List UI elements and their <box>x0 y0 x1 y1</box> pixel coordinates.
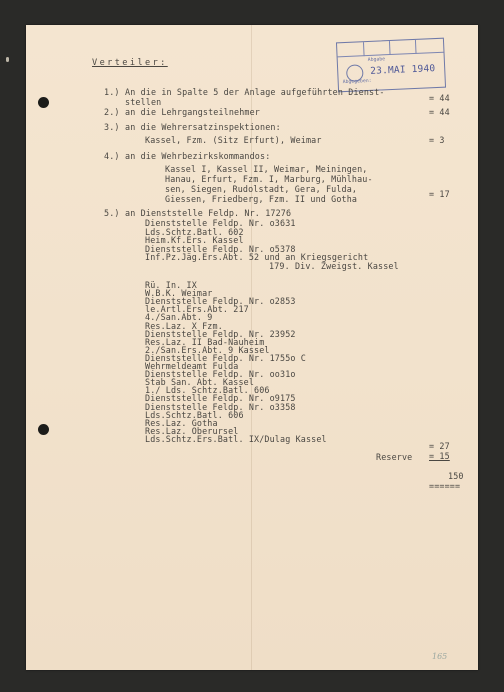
pencil-annotation: 165 <box>432 652 448 661</box>
item-count: = 3 <box>429 135 445 145</box>
list-item: Dienststelle Feldp. Nr. 1755o C <box>145 352 306 363</box>
item-text: an die Wehrbezirkskommandos: <box>125 151 271 161</box>
list-item: Res.Laz. Oberursel <box>145 425 239 436</box>
stamp-date: 23.MAI 1940 <box>370 63 436 77</box>
item-count: = 44 <box>429 107 450 117</box>
distribution-title: Verteiler: <box>92 58 168 68</box>
stamp-rule <box>363 42 365 56</box>
item-text: Kassel I, Kassel II, Weimar, Meiningen, <box>165 164 368 174</box>
received-stamp <box>336 38 446 93</box>
total-count: 150 <box>448 471 464 481</box>
list-item: le.Artl.Ers.Abt. 217 <box>145 304 249 315</box>
item-count: = 17 <box>429 189 450 199</box>
list-item: W.B.K. Weimar <box>145 288 213 299</box>
reserve-label: Reserve <box>376 452 413 462</box>
list-item: Dienststelle Feldp. Nr. o3631 <box>145 218 296 228</box>
item-number: 5.) <box>104 208 120 218</box>
list-item: Dienststelle Feldp. Nr. 23952 <box>145 328 296 339</box>
item5-note: 179. Div. Zweigst. Kassel <box>269 261 399 271</box>
item-text: sen, Siegen, Rudolstadt, Gera, Fulda, <box>165 184 358 194</box>
punch-hole-top <box>38 97 49 108</box>
stamp-rule <box>415 40 417 54</box>
list-item: Lds.Schtz.Ers.Batl. IX/Dulag Kassel <box>145 433 327 444</box>
item-text: An die in Spalte 5 der Anlage aufgeführten Dienst- <box>125 87 385 97</box>
list-item: Wehrmeldeamt Fulda <box>145 361 239 371</box>
item-text: stellen <box>125 97 162 107</box>
list-item: 2./San.Ers.Abt. 9 Kassel <box>145 344 270 355</box>
list-item: Dienststelle Feldp. Nr. o9175 <box>145 393 296 404</box>
item-count: = 27 <box>429 441 450 451</box>
list-item: Dienststelle Feldp. Nr. o3358 <box>145 401 296 412</box>
reserve-count: = 15 <box>429 451 450 461</box>
list-item: Stab San. Abt. Kassel <box>145 377 255 388</box>
item-number: 1.) <box>104 87 120 97</box>
list-item: Inf.Pz.Jäg.Ers.Abt. 52 und an Kriegsgericht <box>145 252 369 263</box>
punch-hole-bottom <box>38 424 49 435</box>
item-count: = 44 <box>429 93 450 103</box>
list-item: Res.Laz. II Bad-Nauheim <box>145 336 265 347</box>
item-number: 4.) <box>104 151 120 161</box>
list-item: Rü. In. IX <box>145 280 197 290</box>
item-number: 3.) <box>104 122 120 132</box>
stamp-rule <box>389 41 391 55</box>
item-number: 2.) <box>104 107 120 117</box>
stamp-line-b: Abgegeben: <box>342 78 372 86</box>
list-item: 4./San.Abt. 9 <box>145 312 213 323</box>
total-rule: ====== <box>429 481 461 491</box>
list-item: Heim.Kf.Ers. Kassel <box>145 235 244 246</box>
list-item: Dienststelle Feldp. Nr. o5378 <box>145 243 296 254</box>
stamp-line-a: Abgabe <box>367 57 386 64</box>
item-text: Hanau, Erfurt, Fzm. I, Marburg, Mühlhau- <box>165 174 373 184</box>
list-item: Dienststelle Feldp. Nr. o2853 <box>145 296 296 307</box>
list-item: Res.Laz. Gotha <box>145 417 218 428</box>
item-text: Kassel, Fzm. (Sitz Erfurt), Weimar <box>145 135 322 145</box>
page-mark <box>6 57 9 62</box>
item-text: an die Lehrgangsteilnehmer <box>125 107 260 117</box>
item-text: Giessen, Friedberg, Fzm. II und Gotha <box>165 194 358 204</box>
list-item: Dienststelle Feldp. Nr. oo31o <box>145 369 296 380</box>
list-item: Lds.Schtz.Batl. 602 <box>145 226 244 237</box>
item-text: an Dienststelle Feldp. Nr. 17276 <box>125 208 292 218</box>
list-item: 1./ Lds. Schtz.Batl. 606 <box>145 385 270 396</box>
list-item: Lds.Schtz.Batl. 606 <box>145 409 244 420</box>
item-text: an die Wehrersatzinspektionen: <box>125 122 281 132</box>
list-item: Res.Laz. X Fzm. <box>145 320 223 331</box>
